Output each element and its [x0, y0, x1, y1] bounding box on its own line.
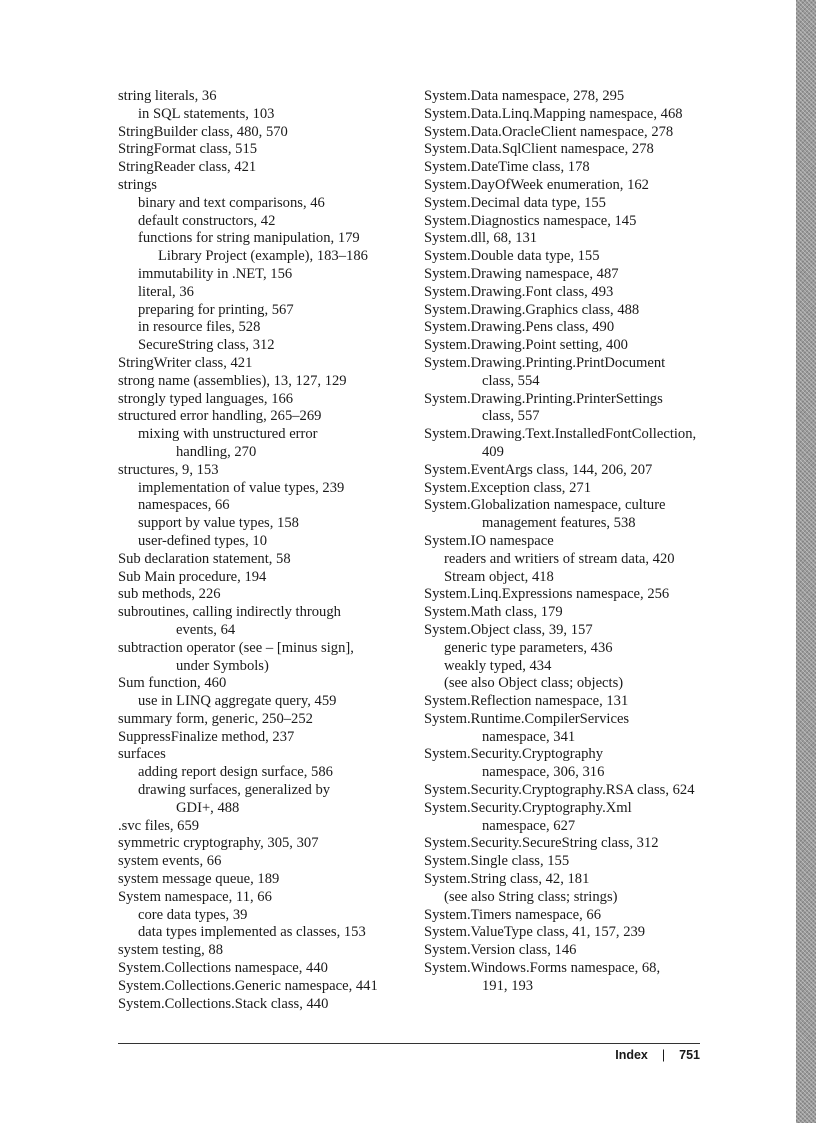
index-subentry: drawing surfaces, generalized by	[138, 782, 331, 799]
index-entry: System.Security.Cryptography	[424, 746, 604, 763]
index-subentry: GDI+, 488	[176, 799, 240, 816]
index-entry: symmetric cryptography, 305, 307	[118, 835, 319, 852]
index-entry: System.Double data type, 155	[424, 248, 600, 265]
index-subentry: SecureString class, 312	[138, 337, 275, 354]
index-subentry: namespace, 341	[482, 728, 576, 745]
index-entry: structures, 9, 153	[118, 461, 219, 478]
index-entry: System.Reflection namespace, 131	[424, 693, 629, 710]
index-entry: strings	[118, 176, 157, 193]
index-entry: System.Single class, 155	[424, 853, 570, 870]
index-column-right	[424, 88, 724, 996]
index-subentry: namespaces, 66	[138, 497, 230, 514]
index-entry: SuppressFinalize method, 237	[118, 728, 295, 745]
index-entry: System.Security.Cryptography.Xml	[424, 799, 632, 816]
index-entry: System.Decimal data type, 155	[424, 194, 606, 211]
index-subentry: handling, 270	[176, 443, 257, 460]
page-edge-border	[796, 0, 816, 1123]
index-entry: string literals, 36	[118, 88, 217, 104]
index-entry: System.Version class, 146	[424, 942, 577, 959]
index-entry: summary form, generic, 250–252	[118, 710, 313, 727]
index-subentry: implementation of value types, 239	[138, 479, 345, 496]
index-entry: System.Drawing.Printing.PrinterSettings	[424, 390, 663, 407]
index-subentry: immutability in .NET, 156	[138, 265, 293, 282]
index-subentry: 409	[482, 443, 504, 460]
index-subentry: functions for string manipulation, 179	[138, 230, 360, 247]
index-subentry: binary and text comparisons, 46	[138, 194, 325, 211]
index-subentry: readers and writiers of stream data, 420	[444, 550, 675, 567]
index-subentry: class, 554	[482, 372, 540, 389]
index-entry: Sub Main procedure, 194	[118, 568, 267, 585]
index-column-left	[118, 88, 418, 1013]
index-entry: System.Collections namespace, 440	[118, 960, 328, 977]
index-entry: structured error handling, 265–269	[118, 408, 322, 425]
index-entry: System.Exception class, 271	[424, 479, 591, 496]
index-subentry: literal, 36	[138, 283, 194, 300]
index-entry: System.IO namespace	[424, 532, 554, 549]
footer-separator: |	[661, 1048, 666, 1062]
index-entry: System.Drawing namespace, 487	[424, 265, 619, 282]
index-entry: System.Drawing.Point setting, 400	[424, 337, 628, 354]
index-subentry: default constructors, 42	[138, 212, 276, 229]
index-entry: System.Data.SqlClient namespace, 278	[424, 141, 654, 158]
index-subentry: mixing with unstructured error	[138, 426, 318, 443]
index-entry: System.Drawing.Text.InstalledFontCollection,	[424, 426, 697, 443]
index-entry: System.Data.Linq.Mapping namespace, 468	[424, 105, 683, 122]
page-footer	[615, 1048, 700, 1062]
index-entry: System.Linq.Expressions namespace, 256	[424, 586, 670, 603]
index-entry: System namespace, 11, 66	[118, 888, 272, 905]
page-number: 751	[679, 1048, 700, 1062]
index-entry: System.Timers namespace, 66	[424, 906, 601, 923]
index-entry: System.Drawing.Printing.PrintDocument	[424, 354, 666, 371]
index-subentry: namespace, 627	[482, 817, 576, 834]
index-entry: System.dll, 68, 131	[424, 230, 538, 247]
index-entry: .svc files, 659	[118, 817, 200, 834]
index-entry: strong name (assemblies), 13, 127, 129	[118, 372, 347, 389]
index-subentry: Library Project (example), 183–186	[158, 248, 368, 265]
index-entry: System.Security.SecureString class, 312	[424, 835, 659, 852]
index-entry: StringWriter class, 421	[118, 354, 253, 371]
index-entry: System.DayOfWeek enumeration, 162	[424, 176, 649, 193]
index-entry: System.Collections.Generic namespace, 441	[118, 977, 378, 994]
index-entry: System.Drawing.Pens class, 490	[424, 319, 615, 336]
index-entry: System.EventArgs class, 144, 206, 207	[424, 461, 653, 478]
footer-rule	[118, 1043, 700, 1044]
index-entry: System.Drawing.Graphics class, 488	[424, 301, 640, 318]
index-entry: subroutines, calling indirectly through	[118, 604, 341, 621]
index-entry: StringFormat class, 515	[118, 141, 258, 158]
index-entry: System.Diagnostics namespace, 145	[424, 212, 637, 229]
footer-section-label: Index	[615, 1048, 648, 1062]
index-entry: System.Runtime.CompilerServices	[424, 710, 630, 727]
index-subentry: use in LINQ aggregate query, 459	[138, 693, 337, 710]
index-entry: System.Math class, 179	[424, 604, 563, 621]
index-subentry: Stream object, 418	[444, 568, 554, 585]
index-subentry: events, 64	[176, 621, 236, 638]
index-entry: System.Data.OracleClient namespace, 278	[424, 123, 674, 140]
index-subentry: weakly typed, 434	[444, 657, 552, 674]
index-subentry: adding report design surface, 586	[138, 764, 333, 781]
index-subentry: core data types, 39	[138, 906, 248, 923]
index-entry: System.Windows.Forms namespace, 68,	[424, 960, 661, 977]
index-entry: system events, 66	[118, 853, 222, 870]
index-entry: Sub declaration statement, 58	[118, 550, 291, 567]
index-entry: strongly typed languages, 166	[118, 390, 294, 407]
index-entry: System.DateTime class, 178	[424, 159, 590, 176]
index-entry: StringReader class, 421	[118, 159, 257, 176]
index-subentry: user-defined types, 10	[138, 532, 267, 549]
index-entry: System.Data namespace, 278, 295	[424, 88, 625, 104]
index-entry: subtraction operator (see – [minus sign],	[118, 639, 354, 656]
index-subentry: namespace, 306, 316	[482, 764, 605, 781]
index-subentry: 191, 193	[482, 977, 534, 994]
index-subentry: management features, 538	[482, 515, 636, 532]
index-subentry: (see also Object class; objects)	[444, 675, 624, 692]
index-entry: sub methods, 226	[118, 586, 221, 603]
index-subentry: generic type parameters, 436	[444, 639, 613, 656]
index-subentry: class, 557	[482, 408, 540, 425]
index-entry: System.Collections.Stack class, 440	[118, 995, 329, 1012]
index-subentry: under Symbols)	[176, 657, 269, 674]
index-entry: StringBuilder class, 480, 570	[118, 123, 288, 140]
index-entry: System.Globalization namespace, culture	[424, 497, 666, 514]
index-subentry: data types implemented as classes, 153	[138, 924, 366, 941]
index-entry: System.Security.Cryptography.RSA class, 624	[424, 782, 695, 799]
index-entry: System.Drawing.Font class, 493	[424, 283, 614, 300]
index-entry: System.String class, 42, 181	[424, 871, 590, 888]
index-subentry: (see also String class; strings)	[444, 888, 618, 905]
index-subentry: in SQL statements, 103	[138, 105, 275, 122]
index-subentry: in resource files, 528	[138, 319, 261, 336]
index-entry: System.ValueType class, 41, 157, 239	[424, 924, 646, 941]
index-subentry: preparing for printing, 567	[138, 301, 294, 318]
index-entry: System.Object class, 39, 157	[424, 621, 593, 638]
index-entry: Sum function, 460	[118, 675, 227, 692]
index-entry: system testing, 88	[118, 942, 223, 959]
index-subentry: support by value types, 158	[138, 515, 299, 532]
index-entry: surfaces	[118, 746, 166, 763]
index-entry: system message queue, 189	[118, 871, 280, 888]
